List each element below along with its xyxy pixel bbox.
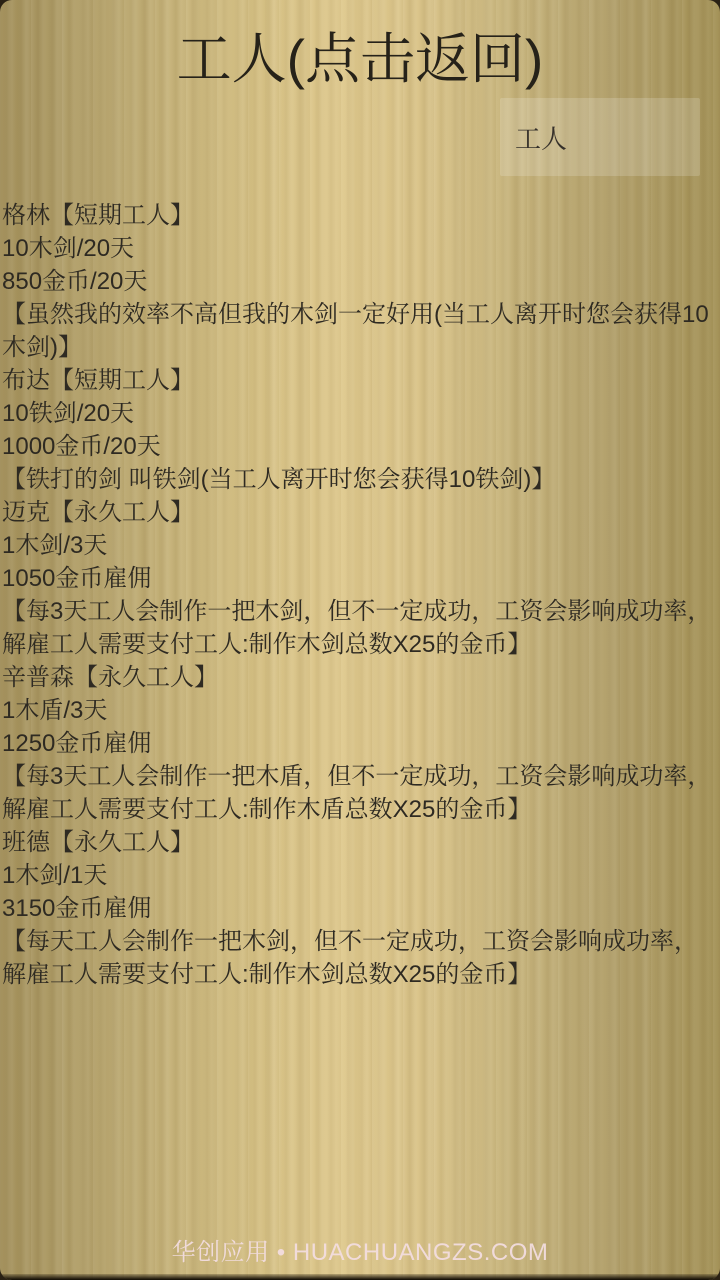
worker-tab-button[interactable] (500, 98, 700, 176)
worker-item-buda[interactable] (2, 364, 718, 496)
worker-cost: 1050金币雇佣 (2, 565, 152, 592)
worker-list (2, 199, 718, 991)
worker-cost: 1250金币雇佣 (2, 730, 152, 757)
worker-name: 迈克【永久工人】 (2, 499, 194, 526)
page-title[interactable]: 工人(点击返回) (176, 28, 544, 90)
worker-production: 10铁剑/20天 (2, 400, 135, 427)
worker-item-gelin[interactable] (2, 199, 718, 364)
worker-name: 格林【短期工人】 (2, 202, 194, 229)
worker-description: 【虽然我的效率不高但我的木剑一定好用(当工人离开时您会获得10木剑)】 (2, 301, 709, 361)
worker-cost: 850金币/20天 (2, 268, 148, 295)
worker-description: 【每天工人会制作一把木剑，但不一定成功，工资会影响成功率，解雇工人需要支付工人:制作木剑总数X25的金币】 (2, 928, 698, 988)
worker-name: 辛普森【永久工人】 (2, 664, 218, 691)
worker-item-bande[interactable] (2, 826, 718, 991)
worker-name: 班德【永久工人】 (2, 829, 194, 856)
worker-cost: 3150金币雇佣 (2, 895, 152, 922)
worker-description: 【每3天工人会制作一把木盾，但不一定成功，工资会影响成功率，解雇工人需要支付工人:制作木盾总数X25的金币】 (2, 763, 712, 823)
worker-production: 1木剑/1天 (2, 862, 108, 889)
watermark-text: 华创应用 • HUACHUANGZS.COM (171, 1239, 549, 1266)
worker-production: 1木剑/3天 (2, 532, 108, 559)
worker-item-xinpusen[interactable] (2, 661, 718, 826)
worker-cost: 1000金币/20天 (2, 433, 161, 460)
worker-tab-label: 工人 (515, 123, 568, 154)
worker-description: 【铁打的剑 叫铁剑(当工人离开时您会获得10铁剑)】 (2, 466, 556, 493)
worker-production: 1木盾/3天 (2, 697, 108, 724)
worker-description: 【每3天工人会制作一把木剑，但不一定成功，工资会影响成功率，解雇工人需要支付工人:制作木剑总数X25的金币】 (2, 598, 712, 658)
worker-item-maike[interactable] (2, 496, 718, 661)
bottom-edge-bar (0, 1274, 720, 1280)
worker-production: 10木剑/20天 (2, 235, 135, 262)
worker-name: 布达【短期工人】 (2, 367, 194, 394)
